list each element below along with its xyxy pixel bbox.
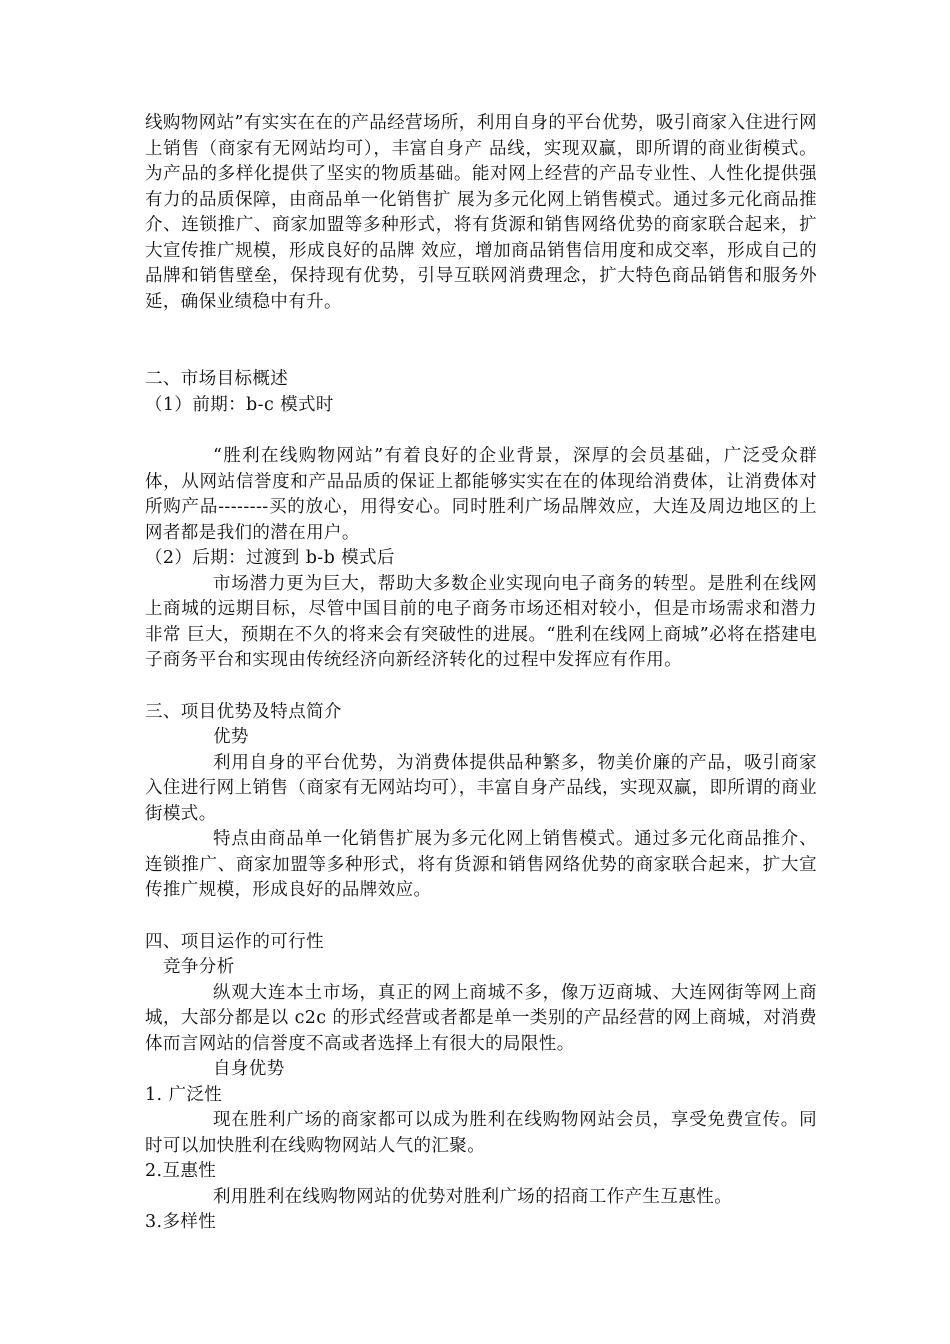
- section-2-subheading-1: （1）前期：b-c 模式时: [145, 394, 334, 415]
- section-2-paragraph-1: “胜利在线购物网站”有着良好的企业背景，深厚的会员基础，广泛受众群体，从网站信誉度和产品品质的保证上都能够实实在在的体现给消费体，让消费体对所购产品--------买的放心，用得安心。同时胜利广场品牌效应，大连及周边地区的上网者都是我们的潜在用户。: [145, 446, 817, 543]
- section-4-paragraph-1: 纵观大连本土市场，真正的网上商城不多，像万迈商城、大连网街等网上商城，大部分都是以 c2c 的形式经营或者都是单一类别的产品经营的网上商城，对消费体而言网站的信誉度不高或者选择上有很大的局限性。: [145, 982, 817, 1054]
- list-item-2-text: 利用胜利在线购物网站的优势对胜利广场的招商工作产生互惠性。: [213, 1186, 733, 1207]
- list-item-1-title: 1. 广泛性: [145, 1084, 223, 1105]
- document-body: [145, 111, 817, 1236]
- section-3-paragraph-1: 利用自身的平台优势，为消费体提供品种繁多，物美价廉的产品，吸引商家入住进行网上销售（商家有无网站均可），丰富自身产品线，实现双赢，即所谓的商业街模式。: [145, 752, 817, 824]
- intro-paragraph: 线购物网站”有实实在在的产品经营场所，利用自身的平台优势，吸引商家入住进行网上销售（商家有无网站均可），丰富自身产 品线，实现双赢，即所谓的商业街模式。为产品的多样化提供了坚实的物质基础。能对网上经营的产品专业性、人性化提供强有力的品质保障，由商品单一化销售扩 展为多元化网上销售模式。通过多元化商品推介、连锁推广、商家加盟等多种形式，将有货源和销售网络优势的商家联合起来，扩大宣传推广规模，形成良好的品牌 效应，增加商品销售信用度和成交率，形成自己的品牌和销售壁垒，保持现有优势，引导互联网消费理念，扩大特色商品销售和服务外延，确保业绩稳中有升。: [145, 113, 817, 312]
- section-2-paragraph-2: 市场潜力更为巨大，帮助大多数企业实现向电子商务的转型。是胜利在线网上商城的远期目标，尽管中国目前的电子商务市场还相对较小，但是市场需求和潜力非常 巨大，预期在不久的将来会有突破性的进展。“胜利在线网上商城”必将在搭建电子商务平台和实现由传统经济向新经济转化的过程中发挥应有作用。: [145, 573, 817, 670]
- section-2-subheading-2: （2）后期：过渡到 b-b 模式后: [145, 548, 395, 568]
- section-3-paragraph-2: 特点由商品单一化销售扩展为多元化网上销售模式。通过多元化商品推介、连锁推广、商家加盟等多种形式，将有货源和销售网络优势的商家联合起来，扩大宣传推广规模，形成良好的品牌效应。: [145, 829, 817, 900]
- list-item-2-title: 2.互惠性: [145, 1161, 217, 1181]
- list-item-1-text: 现在胜利广场的商家都可以成为胜利在线购物网站会员，享受免费宣传。同时可以加快胜利在线购物网站人气的汇聚。: [145, 1110, 817, 1156]
- section-2-heading: 二、市场目标概述: [145, 369, 289, 389]
- list-item-3-title: 3.多样性: [145, 1212, 217, 1232]
- section-4-heading: 四、项目运作的可行性: [145, 931, 324, 952]
- section-4-label-own-advantage: 自身优势: [213, 1059, 285, 1079]
- section-3-label-advantage: 优势: [213, 727, 249, 747]
- section-4-label-competition: 竞争分析: [163, 957, 235, 977]
- section-3-heading: 三、项目优势及特点简介: [145, 701, 342, 722]
